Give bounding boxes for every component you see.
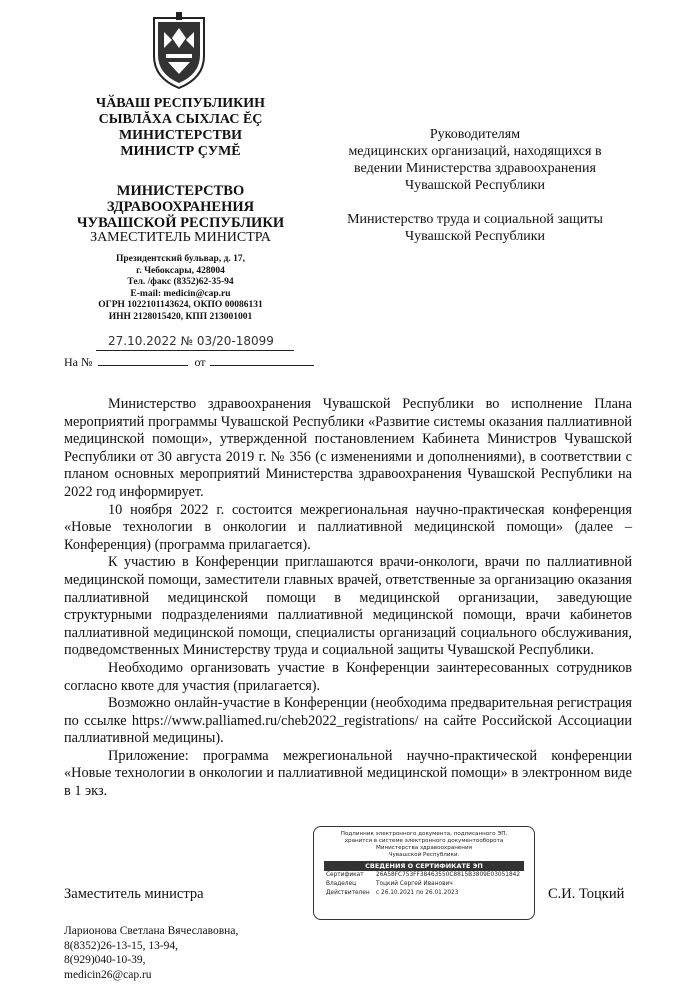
chuvash-emblem-icon [150,12,208,90]
address-line: Президентский бульвар, д. 17, [115,254,246,264]
letterhead-chuvash [58,96,303,160]
registration-no: 03/20-18099 [196,334,274,348]
letterhead-line: ЗДРАВООХРАНЕНИЯ [106,199,255,215]
executor-line: 8(8352)26-13-15, 13-94, [64,939,179,952]
signatory-title: Заместитель министра [64,886,204,902]
stamp-row [314,880,534,889]
body-paragraph: Приложение: программа межрегиональной научно-практической конференции «Новые технологии в онкологии и паллиативной медицинской помощи» в электронном виде в 1 экз. [64,747,632,800]
letterhead-line: МИНИСТЕРСТВО [116,183,245,199]
stamp-line: Подлинник электронного документа, подписанного ЭП, [340,831,508,837]
recipient-line: Руководителям [429,127,521,142]
stamp-key: Действителен [326,890,370,896]
executor-line: medicin26@cap.ru [64,968,152,981]
stamp-line: хранится в системе электронного документооборота [344,838,504,844]
na-label: На № [64,355,93,369]
number-sign: № [180,334,194,348]
letterhead-russian [58,183,303,231]
address-line: ИНН 2128015420, КПП 213001001 [108,311,253,322]
stamp-band: СВЕДЕНИЯ О СЕРТИФИКАТЕ ЭП [324,861,524,871]
stamp-row [314,871,534,880]
recipient-line: медицинских организаций, находящихся в [348,144,602,159]
stamp-value: с 26.10.2021 по 26.01.2023 [376,890,459,896]
letterhead-line: МИНИСТР ÇУМĔ [120,144,241,159]
registration-date: 27.10.2022 [108,334,177,348]
executor-line: Ларионова Светлана Вячеславовна, [64,925,239,937]
body-paragraph: Необходимо организовать участие в Конференции заинтересованных сотрудников согласно квоте для участия (прилагается). [64,659,632,694]
letterhead-line: СЫВЛĂХА СЫХЛАС ĔÇ [98,112,263,127]
address-line: E-mail: medicin@cap.ru [130,288,231,299]
stamp-value: Тоцкий Сергей Иванович [376,881,453,887]
letterhead-line: ЧӐВАШ РЕСПУБЛИКИН [95,96,266,111]
stamp-line: Министерства здравоохранения [376,845,472,851]
signatory-name: С.И. Тоцкий [548,886,625,902]
underline [96,350,294,351]
letterhead-line: ЧУВАШСКОЙ РЕСПУБЛИКИ [76,215,285,231]
stamp-value: 26A58FC753FF38463550C8815B3809E03051842 [376,872,521,878]
letterhead-deputy: ЗАМЕСТИТЕЛЬ МИНИСТРА [90,230,271,245]
recipient-line: Министерство труда и социальной защиты [347,212,603,227]
body-paragraph: Возможно онлайн-участие в Конференции (необходима предварительная регистрация по ссылке https://www.palliamed.ru/cheb2022_registrations/ на сайте Российской Ассоциации паллиативной медицины). [64,695,632,747]
recipients-block [325,126,625,245]
stamp-key: Сертификат [326,872,364,878]
body-paragraph: 10 ноября 2022 г. состоится межрегиональная научно-практическая конференция «Новые технологии в онкологии и паллиативной медицинской помощи» (далее – Конференция) (программа прилагается). [64,501,632,553]
body-paragraph: Министерство здравоохранения Чувашской Республики во исполнение Плана мероприятий программы Чувашской Республики «Развитие системы оказания паллиативной медицинской помощи», утвержденной постановлением Кабинета Министров Чувашской Республики от 30 августа 2019 г. № 356 (с изменениями и дополнениями), в соответствии с планом основных мероприятий Министерства здравоохранения Чувашской Республики на 2022 год информирует. [64,396,632,500]
letterhead-address [58,254,303,323]
underline [98,354,188,366]
underline [210,354,314,366]
stamp-line: Чувашской Республики. [388,852,460,858]
letterhead-line: МИНИСТЕРСТВИ [118,128,243,143]
recipient-line: Чувашской Республики [404,229,546,244]
registration-number [108,334,274,348]
ot-label: от [194,355,206,369]
recipient-line: Чувашской Республики [404,178,546,193]
address-line: ОГРН 1022101143624, ОКПО 00086131 [98,300,263,310]
body-paragraph: К участию в Конференции приглашаются врачи-онкологи, врачи по паллиативной медицинской помощи, заместители главных врачей, ответственные за организацию оказания паллиативной медицинской помощи в медицинской организации, заведующие структурными подразделениями паллиативной медицинской помощи, врачи кабинетов паллиативной медицинской помощи, специалисты организаций социального обслуживания, подведомственных Министерству труда и социальной защиты Чувашской Республики. [64,554,632,659]
reply-to-row [64,354,314,370]
executor-info [64,924,238,982]
stamp-key: Владелец [326,881,357,887]
e-signature-stamp [313,826,535,920]
letter-body [64,396,632,801]
address-line: г. Чебоксары, 428004 [136,265,225,276]
address-line: Тел. /факс (8352)62-35-94 [127,277,234,287]
stamp-row [314,889,534,898]
executor-line: 8(929)040-10-39, [64,954,146,966]
recipient-line: ведении Министерства здравоохранения [354,161,596,176]
